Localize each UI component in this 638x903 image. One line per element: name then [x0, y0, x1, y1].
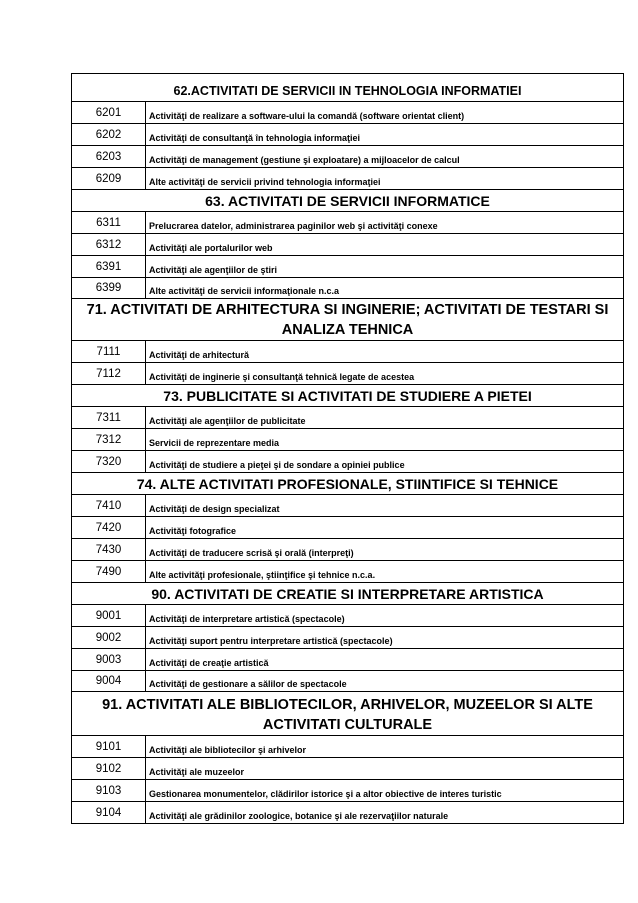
table-row [72, 495, 624, 517]
activity-code: 9004 [72, 671, 146, 692]
activity-code: 9102 [72, 758, 146, 780]
activity-code: 9104 [72, 802, 146, 824]
activity-code: 6201 [72, 102, 146, 124]
activity-description: Activităţi de gestionare a sălilor de spectacole [149, 679, 347, 689]
table-row [72, 780, 624, 802]
caen-activity-table [71, 73, 624, 824]
table-row [72, 539, 624, 561]
section-header-row [72, 473, 624, 495]
table-row [72, 256, 624, 278]
activity-code: 9103 [72, 780, 146, 802]
activity-description: Activităţi ale agenţiilor de publicitate [149, 416, 306, 426]
activity-code: 9002 [72, 627, 146, 649]
table-row [72, 802, 624, 824]
activity-description: Activităţi de consultanţă în tehnologia informaţiei [149, 133, 361, 143]
activity-code: 9003 [72, 649, 146, 671]
table-row [72, 451, 624, 473]
activity-code: 7112 [72, 363, 146, 385]
table-row [72, 605, 624, 627]
table-row [72, 671, 624, 692]
table-row [72, 649, 624, 671]
section-header-row [72, 190, 624, 212]
section-header-row [72, 74, 624, 102]
table-row [72, 212, 624, 234]
activity-code: 7320 [72, 451, 146, 473]
section-header-row [72, 692, 624, 736]
activity-description: Servicii de reprezentare media [149, 438, 280, 448]
activity-code: 6312 [72, 234, 146, 256]
activity-code: 9001 [72, 605, 146, 627]
table-row [72, 407, 624, 429]
activity-code: 6311 [72, 212, 146, 234]
section-title-62: 62.ACTIVITATI DE SERVICII IN TEHNOLOGIA INFORMATIEI [72, 74, 624, 102]
table-row [72, 517, 624, 539]
activity-code: 7430 [72, 539, 146, 561]
section-title-91: 91. ACTIVITATI ALE BIBLIOTECILOR, ARHIVELOR, MUZEELOR SI ALTE ACTIVITATI CULTURALE [72, 692, 624, 736]
activity-description: Activităţi de creaţie artistică [149, 658, 269, 668]
activity-code: 6203 [72, 146, 146, 168]
section-title-63: 63. ACTIVITATI DE SERVICII INFORMATICE [72, 190, 624, 212]
activity-description: Alte activităţi profesionale, ştiinţifice şi tehnice n.c.a. [149, 570, 376, 580]
table-row [72, 736, 624, 758]
table-row [72, 363, 624, 385]
activity-code: 6209 [72, 168, 146, 190]
table-row [72, 758, 624, 780]
activity-description: Activităţi ale bibliotecilor şi arhivelor [149, 745, 307, 755]
activity-description: Activităţi de realizare a software-ului la comandă (software orientat client) [149, 111, 465, 121]
table-row [72, 627, 624, 649]
section-title-74: 74. ALTE ACTIVITATI PROFESIONALE, STIINTIFICE SI TEHNICE [72, 473, 624, 495]
activity-description: Activităţi de traducere scrisă şi orală (interpreţi) [149, 548, 354, 558]
activity-code: 6391 [72, 256, 146, 278]
activity-description: Alte activităţi de servicii privind tehnologia informaţiei [149, 177, 381, 187]
activity-code: 9101 [72, 736, 146, 758]
activity-description: Prelucrarea datelor, administrarea paginilor web şi activităţi conexe [149, 221, 438, 231]
activity-code: 7410 [72, 495, 146, 517]
table-row [72, 341, 624, 363]
section-title-71: 71. ACTIVITATI DE ARHITECTURA SI INGINERIE; ACTIVITATI DE TESTARI SI ANALIZA TEHNICA [72, 299, 624, 341]
activity-description: Alte activităţi de servicii informaţionale n.c.a [149, 286, 340, 296]
table-row [72, 124, 624, 146]
section-header-row [72, 299, 624, 341]
table-row [72, 102, 624, 124]
table-row [72, 278, 624, 299]
activity-description: Activităţi de studiere a pieţei şi de sondare a opiniei publice [149, 460, 405, 470]
section-header-row [72, 583, 624, 605]
activity-description: Activităţi ale portalurilor web [149, 243, 273, 253]
activity-description: Activităţi ale agenţiilor de ştiri [149, 265, 278, 275]
activity-description: Gestionarea monumentelor, clădirilor istorice şi a altor obiective de interes turistic [149, 789, 502, 799]
table-row [72, 146, 624, 168]
section-title-90: 90. ACTIVITATI DE CREATIE SI INTERPRETARE ARTISTICA [72, 583, 624, 605]
activity-code: 7420 [72, 517, 146, 539]
activity-code: 7311 [72, 407, 146, 429]
activity-description: Activităţi de design specializat [149, 504, 280, 514]
activity-description: Activităţi de management (gestiune şi exploatare) a mijloacelor de calcul [149, 155, 460, 165]
table-row [72, 429, 624, 451]
activity-description: Activităţi de arhitectură [149, 350, 250, 360]
activity-description: Activităţi ale muzeelor [149, 767, 245, 777]
section-header-row [72, 385, 624, 407]
table-row [72, 234, 624, 256]
activity-description: Activităţi de interpretare artistică (spectacole) [149, 614, 345, 624]
activity-code: 6202 [72, 124, 146, 146]
activity-code: 7312 [72, 429, 146, 451]
activity-description: Activităţi de inginerie şi consultanţă tehnică legate de acestea [149, 372, 415, 382]
activity-description: Activităţi suport pentru interpretare artistică (spectacole) [149, 636, 393, 646]
table-row [72, 168, 624, 190]
table-row [72, 561, 624, 583]
activity-description: Activităţi ale grădinilor zoologice, botanice şi ale rezervaţiilor naturale [149, 811, 449, 821]
activity-code: 7490 [72, 561, 146, 583]
activity-code: 6399 [72, 278, 146, 299]
activity-description: Activităţi fotografice [149, 526, 237, 536]
activity-code: 7111 [72, 341, 146, 363]
section-title-73: 73. PUBLICITATE SI ACTIVITATI DE STUDIERE A PIETEI [72, 385, 624, 407]
